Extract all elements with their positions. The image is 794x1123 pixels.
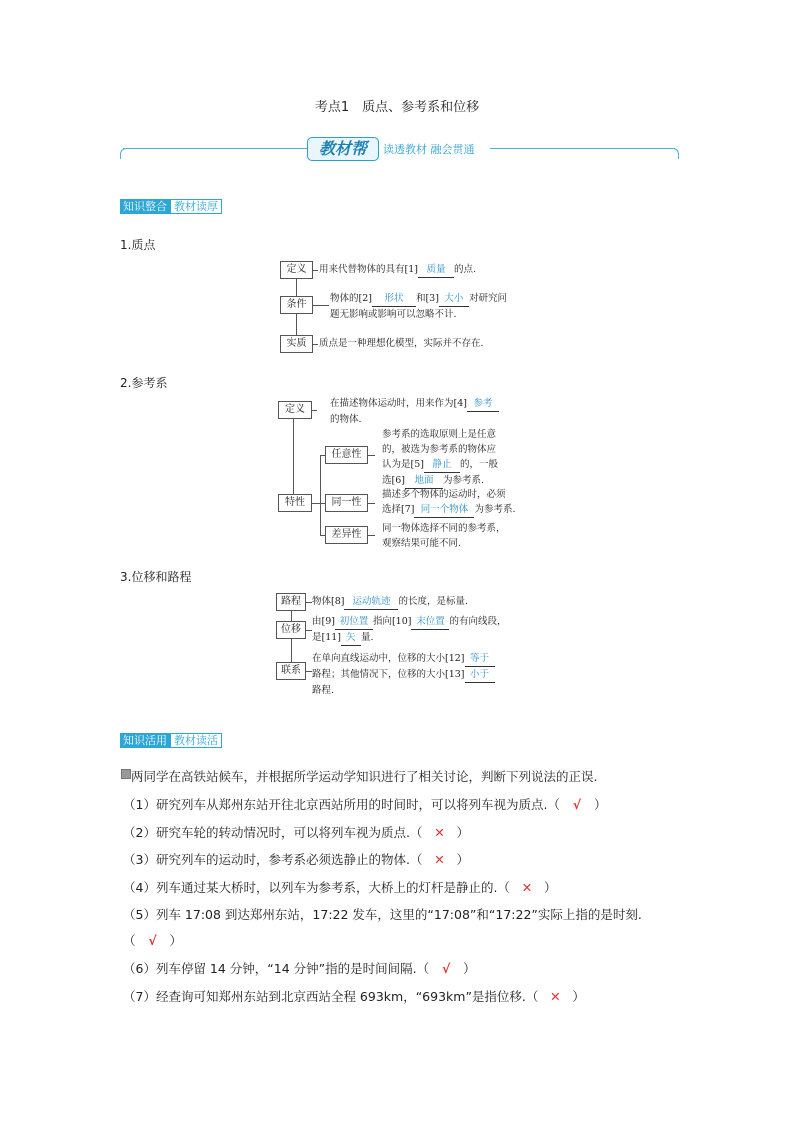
answer-1: 质量 <box>418 262 454 278</box>
node-essence: 实质 <box>280 335 313 353</box>
node-definition: 定义 <box>278 401 312 419</box>
connector <box>313 305 329 306</box>
section-tag-integration <box>120 199 222 214</box>
page-title: 考点1 质点、参考系和位移 <box>314 100 480 115</box>
connector <box>313 270 318 271</box>
banner-curve-right <box>670 148 679 159</box>
tree-trunk <box>293 419 294 495</box>
answer-9: 初位置 <box>335 614 373 630</box>
answer-mark: √ <box>572 797 582 812</box>
question-item: （2）研究车轮的转动情况时，可以将列车视为质点.（ ✕ ） <box>123 825 469 840</box>
section-heading: 3.位移和路程 <box>120 570 192 584</box>
answer-7: 同一个物体 <box>414 502 474 518</box>
answer-10: 末位置 <box>411 614 449 630</box>
banner-curve-left <box>120 148 129 159</box>
arbitrariness-text: 参考系的选取原则上是任意 的，被选为参考系的物体应 认为是[5] 静止 的，一般 选[6] 地面 为参考系. <box>382 427 498 489</box>
question-item: （7）经查询可知郑州东站到北京西站全程 693km，“693km”是指位移.（ ✕ ） <box>123 989 585 1004</box>
answer-mark: ✕ <box>434 852 445 867</box>
answer-mark: ✕ <box>434 825 445 840</box>
essence-text: 质点是一种理想化模型，实际并不存在. <box>319 338 484 349</box>
question-item: （1）研究列车从郑州东站开往北京西站所用的时间时，可以将列车视为质点.（ √ ） <box>123 797 607 812</box>
answer-11: 矢 <box>341 630 361 646</box>
section-tag-application <box>120 733 222 748</box>
connector <box>368 535 375 536</box>
answer-13: 小于 <box>465 667 495 683</box>
node-characteristics: 特性 <box>278 494 312 512</box>
node-uniformity: 同一性 <box>325 494 368 512</box>
connector <box>368 455 375 456</box>
uniformity-text: 描述多个物体的运动时，必须 选择[7] 同一个物体 为参考系. <box>382 487 516 518</box>
node-displacement: 位移 <box>276 621 306 639</box>
banner-line-right <box>490 148 675 149</box>
condition-text: 物体的[2] 形状 和[3] 大小 对研究问 题无影响或影响可以忽略不计. <box>330 293 507 320</box>
difference-text: 同一物体选择不同的参考系， 观察结果可能不同. <box>382 523 506 549</box>
answer-3: 大小 <box>439 291 469 307</box>
section-heading: 2.参考系 <box>120 376 168 390</box>
answer-mark: ✕ <box>550 989 561 1004</box>
section-heading: 1.质点 <box>120 238 156 252</box>
relation-text: 在单向直线运动中，位移的大小[12] 等于 路程；其他情况下，位移的大小[13] 小于 路程. <box>312 651 495 698</box>
answer-mark: ✕ <box>521 880 533 895</box>
connector <box>312 503 320 504</box>
banner-line-left <box>123 148 307 149</box>
answer-8: 运动轨迹 <box>344 594 398 610</box>
answer-2: 形状 <box>372 291 416 307</box>
connector <box>312 410 317 411</box>
answer-5: 静止 <box>424 457 460 473</box>
banner-subtitle: 读透教材 融会贯通 <box>383 143 475 156</box>
tag-secondary: 教材读活 <box>170 733 222 748</box>
question-item: （6）列车停留 14 分钟，“14 分钟”指的是时间间隔.（ √ ） <box>123 961 476 976</box>
answer-mark: √ <box>441 961 451 976</box>
node-relation: 联系 <box>276 662 306 680</box>
tag-primary: 知识整合 <box>120 199 170 214</box>
node-difference: 差异性 <box>325 526 368 544</box>
node-arbitrariness: 任意性 <box>325 446 368 464</box>
question-item: （ √ ） <box>123 933 183 948</box>
question-item: （4）列车通过某大桥时，以列车为参考系，大桥上的灯杆是静止的.（ ✕ ） <box>123 880 557 895</box>
question-item: （5）列车 17:08 到达郑州东站，17:22 发车，这里的“17:08”和“17:22”实际上指的是时刻. <box>123 907 642 922</box>
node-path: 路程 <box>276 593 306 611</box>
connector <box>368 503 375 504</box>
question-item: （3）研究列车的运动时，参考系必须选静止的物体.（ ✕ ） <box>123 852 469 867</box>
definition-text: 用来代替物体的具有[1] 质量 的点. <box>319 262 476 278</box>
banner-label: 教材帮 <box>307 137 379 161</box>
branch-trunk <box>320 455 321 535</box>
definition-text: 在描述物体运动时，用来作为[4] 参考 的物体. <box>330 396 499 427</box>
answer-4: 参考 <box>467 396 499 412</box>
answer-6: 地面 <box>405 473 443 489</box>
displacement-text: 由[9] 初位置 指向[10] 末位置 的有向线段， 是[11] 矢 量. <box>312 614 507 646</box>
intro-text: 两同学在高铁站候车，并根据所学运动学知识进行了相关讨论，判断下列说法的正误. <box>131 769 598 784</box>
tag-primary: 知识活用 <box>120 733 170 748</box>
node-definition: 定义 <box>280 261 313 279</box>
intro-icon <box>121 769 131 779</box>
node-condition: 条件 <box>280 296 313 314</box>
answer-12: 等于 <box>465 651 495 667</box>
answer-mark: √ <box>148 933 157 948</box>
tag-secondary: 教材读厚 <box>170 199 222 214</box>
path-text: 物体[8] 运动轨迹 的长度，是标量. <box>312 594 468 610</box>
connector <box>313 344 318 345</box>
